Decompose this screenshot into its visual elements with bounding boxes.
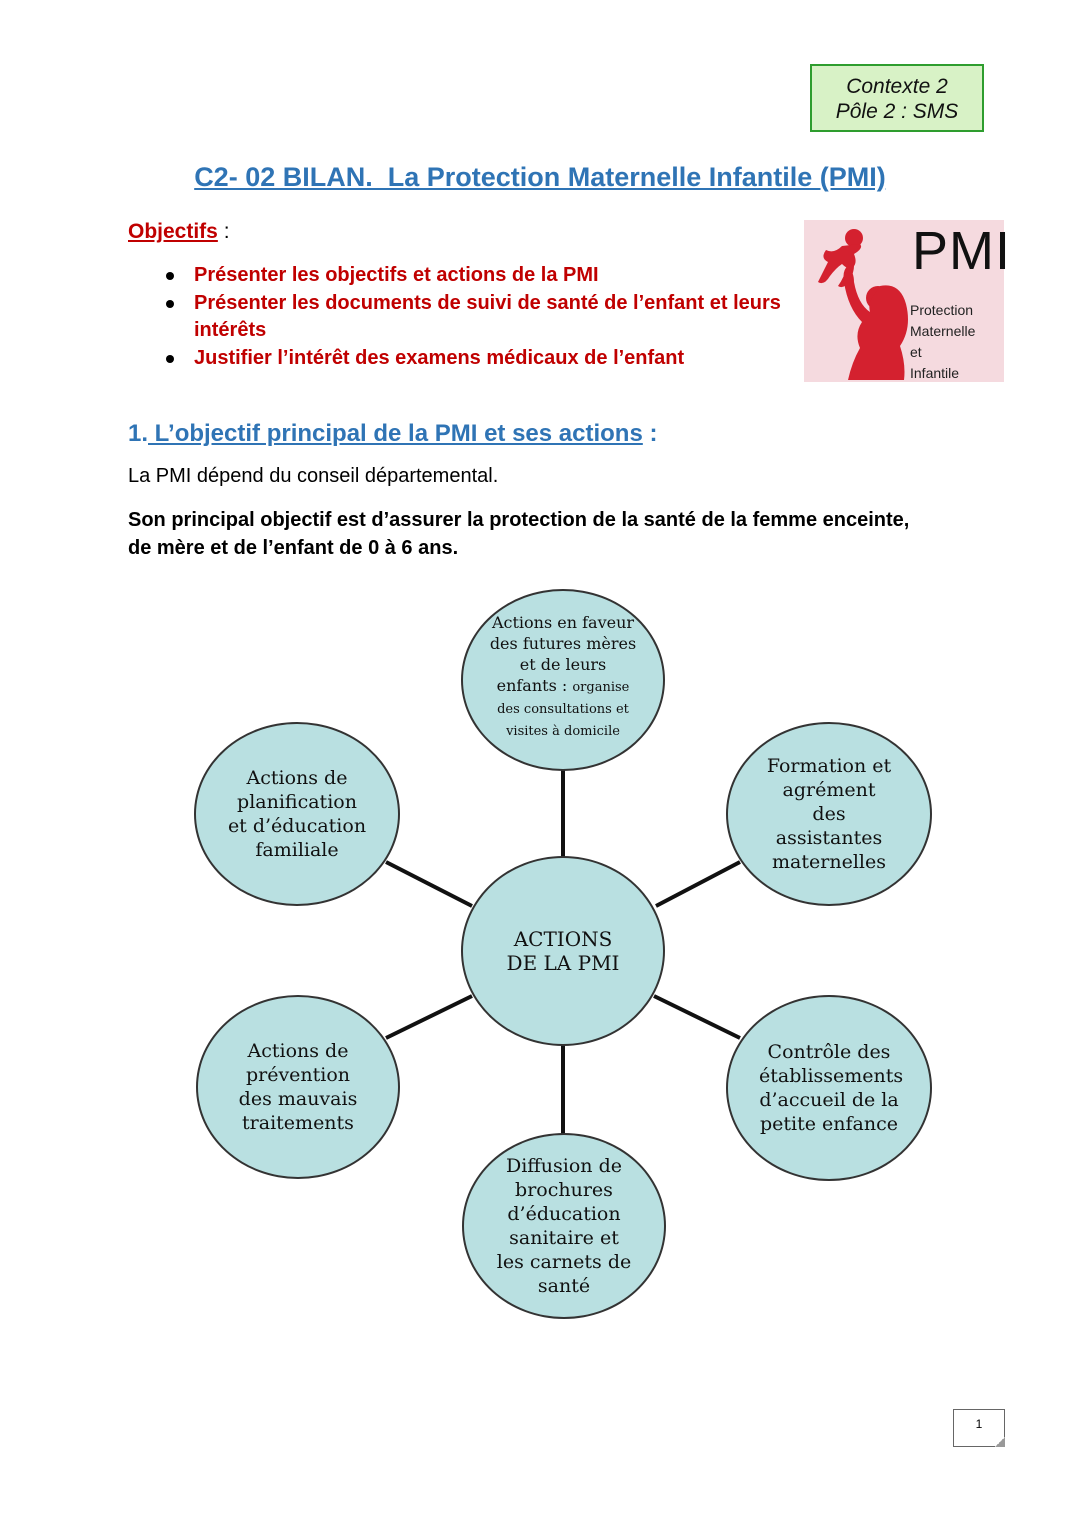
connector-bottom-right [654,996,740,1038]
node-top-text: Actions en faveur des futures mères et de leurs enfants : [489,612,637,695]
logo-line: Protection [910,302,974,318]
connector-bottom-left [386,996,472,1038]
mother-child-icon [808,224,918,380]
objectives-colon: : [217,220,230,243]
section-1-number: 1. [128,420,149,447]
logo-acronym: PMI [912,221,1012,281]
node-top-left-text: Actions de planification et d’éducation familiale [227,767,367,861]
context-line2: Pôle 2 : SMS [835,100,959,123]
objectives-heading [128,220,230,244]
node-top-small: organise des consultations et visites à domicile [497,679,630,739]
objective-item: Présenter les objectifs et actions de la PMI [160,262,800,289]
connector-top-right [656,862,740,906]
diagram-node-top [461,589,665,771]
node-top-right-text: Formation et agrément des assistantes maternelles [766,755,892,873]
diagram-node-bottom-left [196,995,400,1179]
node-center-text: ACTIONS DE LA PMI [506,927,620,975]
logo-line: et [910,344,922,360]
paragraph-pmi-department: La PMI dépend du conseil départemental. [128,465,499,487]
objective-item: Justifier l’intérêt des examens médicaux de l’enfant [160,345,800,372]
diagram-node-center [461,856,665,1046]
page-title [0,162,1080,193]
page-title-text: C2- 02 BILAN. La Protection Maternelle Infantile (PMI) [194,162,886,192]
node-bottom-text: Diffusion de brochures d’éducation sanitaire et les carnets de santé [496,1155,632,1297]
objectives-list [160,262,800,373]
diagram-node-bottom-right [726,995,932,1181]
logo-subtitle [910,300,975,384]
diagram-node-top-left [194,722,400,906]
context-line1: Contexte 2 [846,75,948,98]
node-bottom-left-text: Actions de prévention des mauvais traitements [238,1040,358,1134]
paragraph-main-objective: Son principal objectif est d’assurer la protection de la santé de la femme enceinte, de mère et de l’enfant de 0 à 6 ans. [128,509,910,559]
section-1-colon: : [642,420,658,447]
section-1-heading: L’objectif principal de la PMI et ses actions [148,420,643,447]
node-top-content [488,612,638,741]
objectives-label: Objectifs [128,220,218,243]
diagram-node-top-right [726,722,932,906]
logo-line: Infantile [910,365,960,381]
logo-line: Maternelle [910,323,976,339]
objective-item: Présenter les documents de suivi de santé de l’enfant et leurs intérêts [160,290,800,344]
section-1-title [128,420,658,448]
pmi-logo [804,220,1012,382]
node-bottom-right-text: Contrôle des établissements d’accueil de la petite enfance [759,1041,904,1135]
connector-top-left [386,862,472,906]
context-box [810,64,984,132]
diagram-node-bottom [462,1133,666,1319]
page-number: 1 [953,1409,1005,1447]
